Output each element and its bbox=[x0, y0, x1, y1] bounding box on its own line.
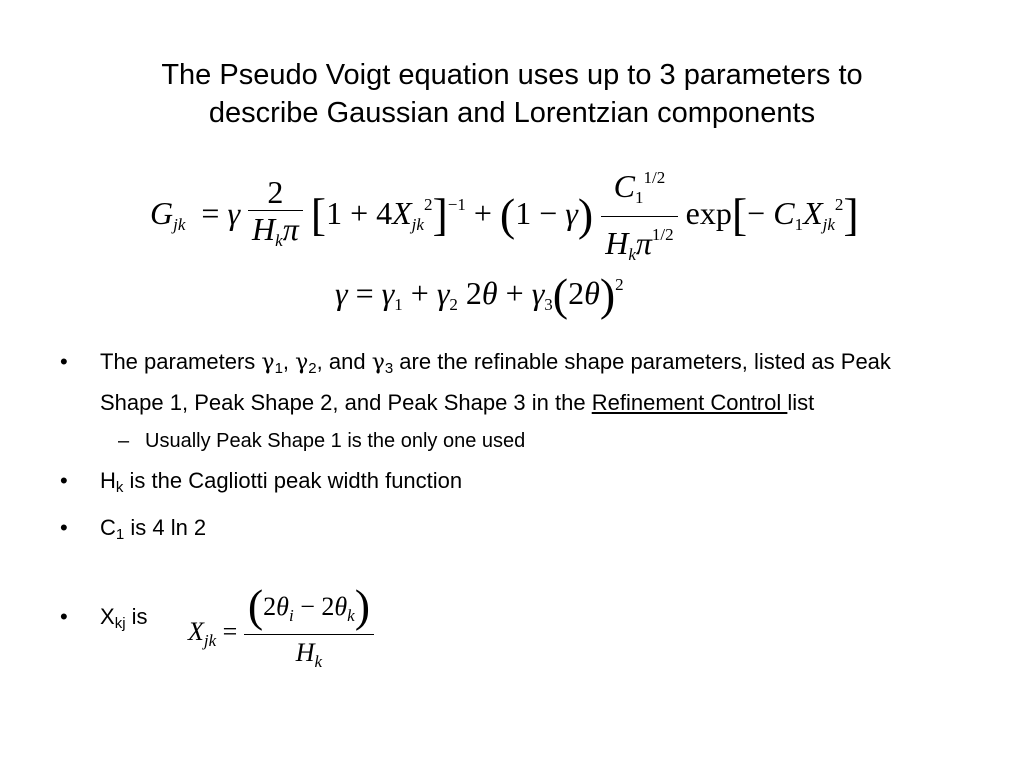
bullet-marker: • bbox=[60, 349, 68, 374]
bullet-c1: • C1 is 4 ln 2 bbox=[60, 511, 960, 552]
sub-bullet-peak-shape: – Usually Peak Shape 1 is the only one used bbox=[60, 426, 960, 456]
bullet-marker: • bbox=[60, 604, 68, 629]
dash-marker: – bbox=[118, 430, 130, 452]
refinement-control-link[interactable]: Refinement Control bbox=[591, 390, 788, 415]
xjk-equation: $X_{jk}$ = $\frac{(2\theta_i - 2\theta_k)}{H_k}$ bbox=[188, 588, 374, 680]
slide-title bbox=[40, 56, 984, 132]
bullet-marker: • bbox=[60, 468, 68, 493]
title-line-2: describe Gaussian and Lorentzian components bbox=[208, 97, 816, 129]
title-line-1: The Pseudo Voigt equation uses up to 3 parameters to bbox=[161, 59, 863, 91]
bullet-xkj: • Xkj is bbox=[60, 600, 960, 641]
bullet-shape-parameters: • The parameters γ1, γ2, and γ3 are the refinable shape parameters, listed as Peak Shape 1, Peak Shape 2, and Peak Shape 3 in the Refinement Control list bbox=[60, 345, 960, 420]
gamma-equation: $\gamma = \gamma_1 + \gamma_2$ $2\theta + \gamma_3(2\theta)^2$ bbox=[335, 269, 624, 320]
bullet-marker: • bbox=[60, 515, 68, 540]
pseudo-voigt-equation: $G_{jk} = \gamma$ $\frac{2}{H_k\pi}$ $[1 + 4X_{jk}^2]^{-1} + (1 - \gamma)$ $\frac{C_1^{1/2}}{H_k\pi^{1/2}}$ $\exp[- C_1X_{jk}^2]$ bbox=[150, 160, 859, 273]
bullet-hk: • Hk is the Cagliotti peak width function bbox=[60, 464, 960, 505]
